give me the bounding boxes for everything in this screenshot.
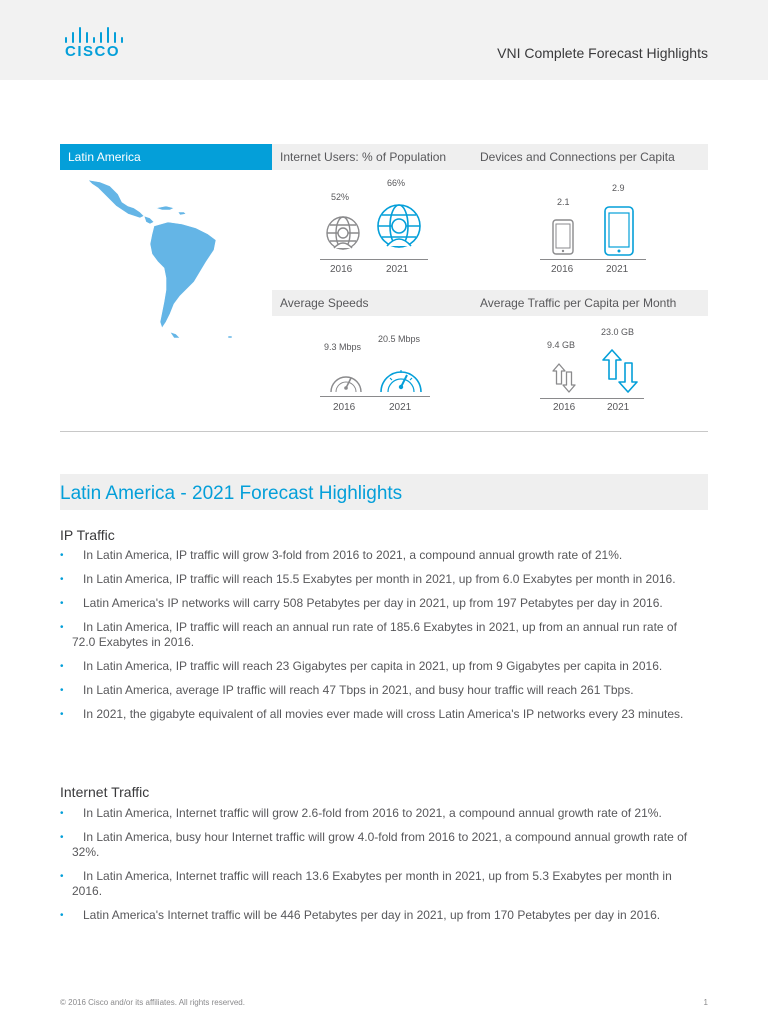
internet-users-2021-value: 66% — [387, 178, 406, 188]
traffic-year-2021: 2021 — [607, 402, 630, 413]
cisco-logo-text: CISCO — [65, 43, 121, 60]
ip-traffic-heading: IP Traffic — [60, 527, 115, 543]
speed-2016-value: 9.3 Mbps — [324, 342, 362, 352]
devices-year-2021: 2021 — [606, 264, 629, 275]
internet-traffic-list — [60, 806, 700, 923]
internet-users-heading: Internet Users: % of Population — [272, 144, 472, 170]
speed-year-2016: 2016 — [333, 402, 356, 413]
globe-user-icon — [375, 202, 423, 250]
up-down-arrows-icon — [601, 348, 639, 394]
devices-heading: Devices and Connections per Capita — [472, 144, 708, 170]
average-traffic-heading: Average Traffic per Capita per Month — [472, 290, 708, 316]
speedometer-icon — [328, 366, 364, 396]
devices-2021-value: 2.9 — [612, 183, 625, 193]
speeds-baseline — [320, 396, 430, 397]
speed-2021-value: 20.5 Mbps — [378, 334, 421, 344]
traffic-2016-value: 9.4 GB — [547, 340, 576, 350]
traffic-year-2016: 2016 — [553, 402, 576, 413]
tablet-icon — [603, 205, 635, 257]
list-item: • In Latin America, IP traffic will reach an annual run rate of 185.6 Exabytes in 2021, up from an annual run rate of 72.0 Exabytes in 2016. — [60, 620, 700, 650]
list-item: • In Latin America, IP traffic will grow 3-fold from 2016 to 2021, a compound annual growth rate of 21%. — [60, 548, 700, 563]
internet-users-baseline — [320, 259, 428, 260]
list-item: • Latin America's Internet traffic will be 446 Petabytes per day in 2021, up from 170 Petabytes per day in 2016. — [60, 908, 700, 923]
list-item: • In 2021, the gigabyte equivalent of all movies ever made will cross Latin America's IP networks every 23 minutes. — [60, 707, 700, 722]
internet-users-2016-value: 52% — [331, 192, 350, 202]
cisco-logo — [64, 26, 124, 62]
list-item: • In Latin America, busy hour Internet traffic will grow 4.0-fold from 2016 to 2021, a compound annual growth rate of 32%. — [60, 830, 700, 860]
page-header — [0, 0, 768, 80]
highlights-title: Latin America - 2021 Forecast Highlights — [60, 483, 403, 504]
page-number: 1 — [703, 998, 708, 1007]
footer-copyright: © 2016 Cisco and/or its affiliates. All rights reserved. — [60, 998, 245, 1007]
traffic-2021-value: 23.0 GB — [601, 327, 635, 337]
speed-year-2021: 2021 — [389, 402, 412, 413]
speedometer-icon — [378, 356, 424, 396]
section-divider — [60, 431, 708, 432]
latin-america-map — [70, 172, 270, 347]
list-item: • In Latin America, IP traffic will reach 15.5 Exabytes per month in 2021, up from 6.0 Exabytes per month in 2016. — [60, 572, 700, 587]
list-item: • Latin America's IP networks will carry 508 Petabytes per day in 2021, up from 197 Petabytes per day in 2016. — [60, 596, 700, 611]
cisco-bars-icon — [64, 26, 124, 44]
internet-users-year-2021: 2021 — [386, 264, 409, 275]
traffic-baseline — [540, 398, 644, 399]
internet-traffic-heading: Internet Traffic — [60, 784, 150, 800]
list-item: • In Latin America, IP traffic will reach 23 Gigabytes per capita in 2021, up from 9 Gigabytes per capita in 2016. — [60, 659, 700, 674]
devices-year-2016: 2016 — [551, 264, 574, 275]
region-label: Latin America — [60, 144, 272, 170]
internet-users-year-2016: 2016 — [330, 264, 353, 275]
tablet-icon — [551, 218, 575, 256]
globe-user-icon — [324, 214, 362, 252]
list-item: • In Latin America, Internet traffic will grow 2.6-fold from 2016 to 2021, a compound annual growth rate of 21%. — [60, 806, 700, 821]
average-speeds-heading: Average Speeds — [272, 290, 472, 316]
list-item: • In Latin America, Internet traffic will reach 13.6 Exabytes per month in 2021, up from 5.3 Exabytes per month in 2016. — [60, 869, 700, 899]
highlights-title-bar — [60, 474, 708, 510]
devices-2016-value: 2.1 — [557, 197, 570, 207]
document-title: VNI Complete Forecast Highlights — [497, 45, 708, 61]
list-item: • In Latin America, average IP traffic will reach 47 Tbps in 2021, and busy hour traffic will reach 261 Tbps. — [60, 683, 700, 698]
devices-baseline — [540, 259, 646, 260]
ip-traffic-list — [60, 548, 700, 722]
up-down-arrows-icon — [551, 362, 577, 394]
